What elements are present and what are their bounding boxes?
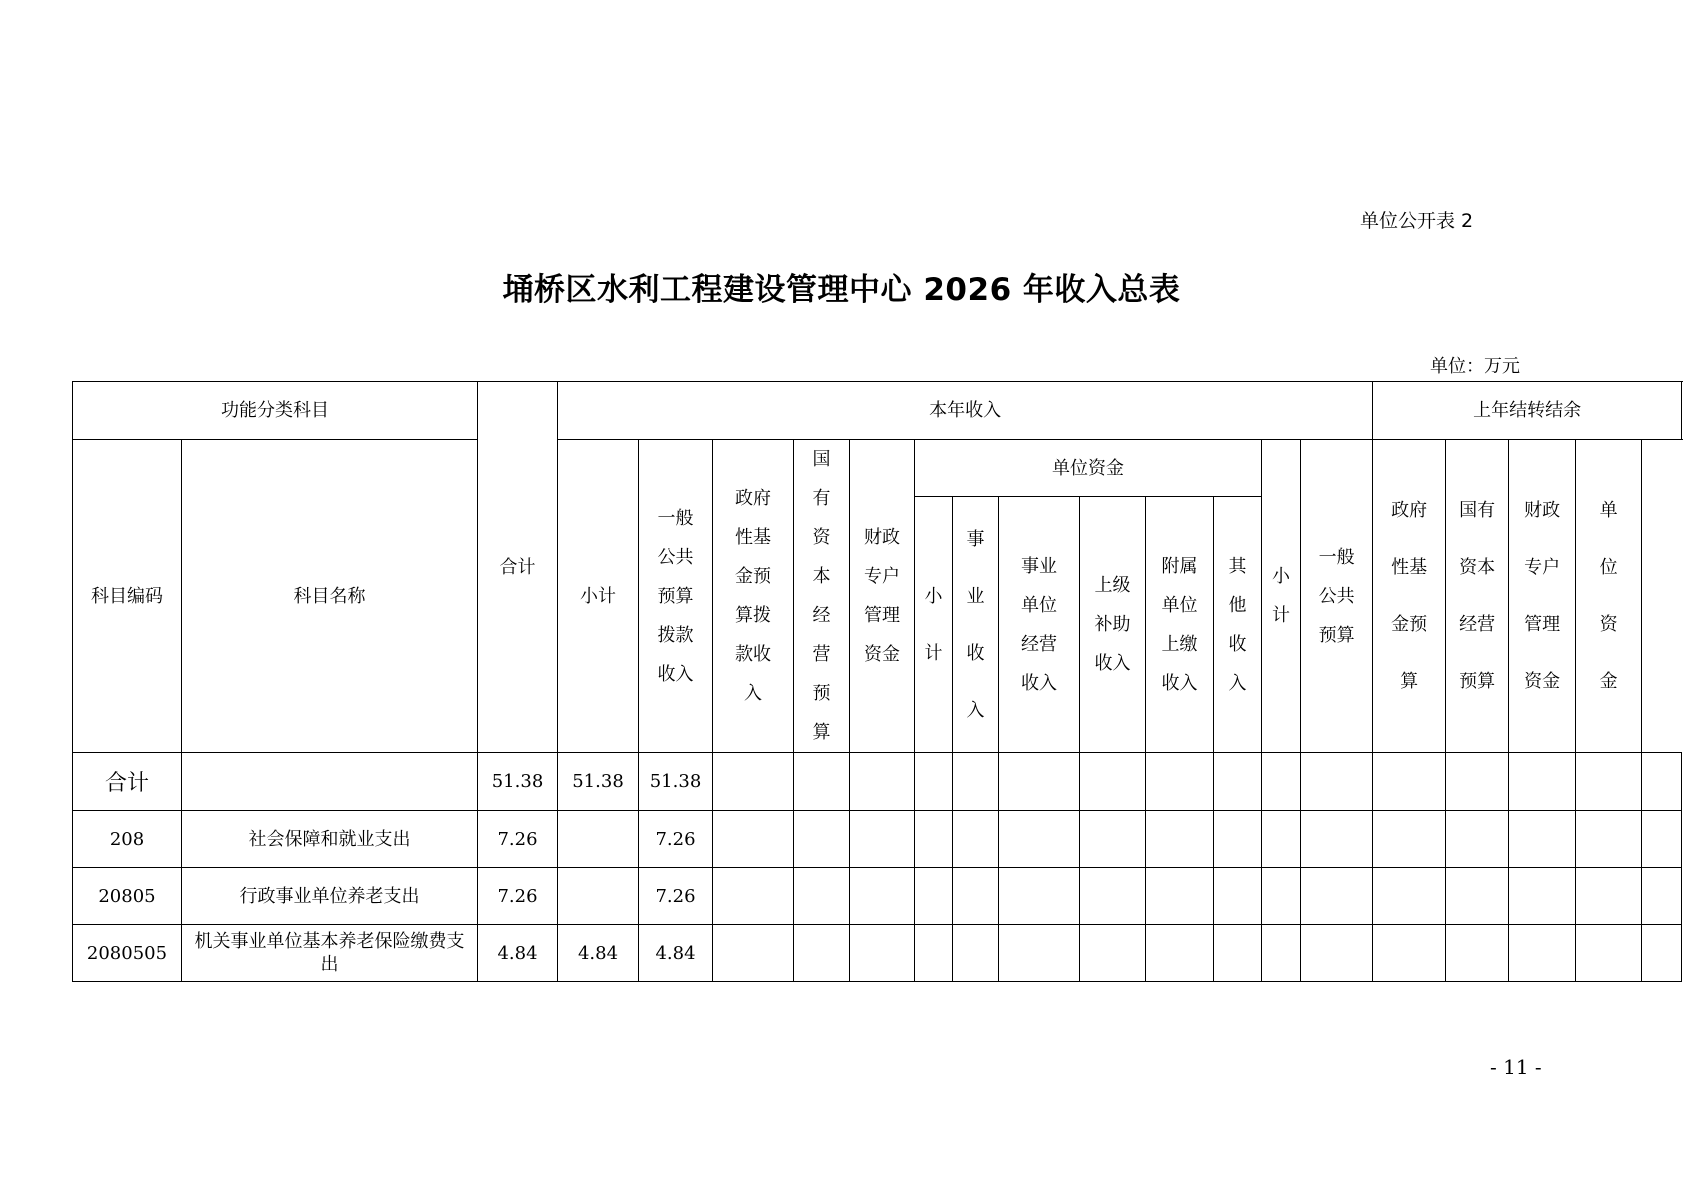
form-number: 单位公开表 2: [1360, 210, 1474, 232]
table-row: [73, 925, 1682, 982]
header-unit-funds: 单位资金: [915, 440, 1262, 497]
header-name: 科目名称: [182, 440, 478, 753]
row-name: 机关事业单位基本养老保险缴费支出: [182, 925, 478, 982]
row-subtotal: 51.38: [558, 753, 639, 811]
row-general: 4.84: [639, 925, 713, 982]
table-row: [73, 753, 1682, 811]
row-code: 20805: [73, 868, 182, 925]
header-code: 科目编码: [73, 440, 182, 753]
header-prior-year-carryover: 上年结转结余: [1373, 382, 1682, 440]
table-row: [73, 868, 1682, 925]
table-row: [73, 811, 1682, 868]
row-total: 7.26: [478, 811, 558, 868]
row-name: [182, 753, 478, 811]
header-carry-subtotal: 小计: [1262, 440, 1301, 753]
unit-label: 单位：万元: [1430, 356, 1520, 377]
header-carry-general-budget: 一般公共预算: [1301, 440, 1373, 753]
row-subtotal: 4.84: [558, 925, 639, 982]
row-total: 4.84: [478, 925, 558, 982]
header-affiliated-payment: 附属单位上缴收入: [1146, 497, 1214, 753]
header-fiscal-special-fund: 财政专户管理资金: [850, 440, 915, 753]
row-code: 合计: [73, 753, 182, 811]
header-state-capital-budget: 国有资本经营预算: [794, 440, 850, 753]
header-general-budget-allocation: 一般公共预算拨款收入: [639, 440, 713, 753]
row-general: 7.26: [639, 868, 713, 925]
row-name: 行政事业单位养老支出: [182, 868, 478, 925]
row-subtotal: [558, 811, 639, 868]
header-functional-category: 功能分类科目: [73, 382, 478, 440]
row-general: 7.26: [639, 811, 713, 868]
header-carry-state-capital: 国有资本经营预算: [1446, 440, 1509, 753]
row-subtotal: [558, 868, 639, 925]
header-carry-unit-funds: 单位资金: [1576, 440, 1642, 753]
row-general: 51.38: [639, 753, 713, 811]
row-name: 社会保障和就业支出: [182, 811, 478, 868]
row-total: 7.26: [478, 868, 558, 925]
row-code: 208: [73, 811, 182, 868]
header-business-income: 事业收入: [953, 497, 999, 753]
header-operating-income: 事业单位经营收入: [999, 497, 1080, 753]
header-carry-fiscal-special: 财政专户管理资金: [1509, 440, 1576, 753]
header-subtotal: 小计: [558, 440, 639, 753]
header-carry-gov-fund: 政府性基金预算: [1373, 440, 1446, 753]
row-code: 2080505: [73, 925, 182, 982]
row-total: 51.38: [478, 753, 558, 811]
header-unit-subtotal: 小计: [915, 497, 953, 753]
header-gov-fund-allocation: 政府性基金预算拨款收入: [713, 440, 794, 753]
page-number: - 11 -: [1490, 1055, 1542, 1079]
header-total: 合计: [478, 382, 558, 753]
header-current-year-income: 本年收入: [558, 382, 1373, 440]
header-superior-subsidy: 上级补助收入: [1080, 497, 1146, 753]
page-title: 埇桥区水利工程建设管理中心 2026 年收入总表: [502, 272, 1181, 308]
income-summary-table: [72, 381, 1682, 982]
header-other-income: 其他收入: [1214, 497, 1262, 753]
